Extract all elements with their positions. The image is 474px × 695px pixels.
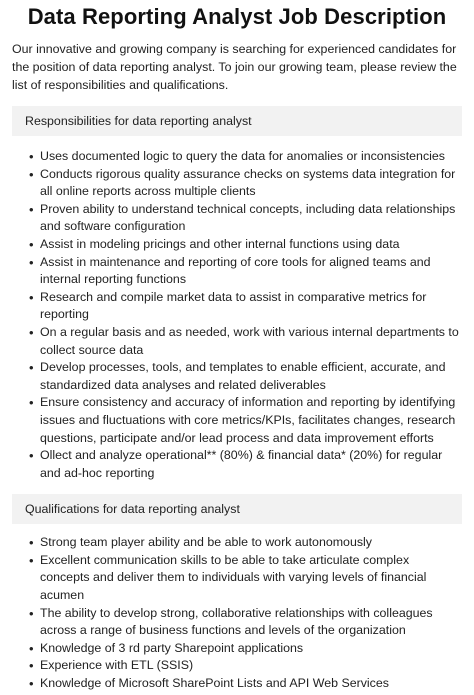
responsibility-item: • Ensure consistency and accuracy of information and reporting by identifying issues and fluctuations with core metrics/KPIs, facilitates changes, research questions, participate and/or lead process and data improvement efforts xyxy=(30,394,462,447)
qualifications-heading: Qualifications for data reporting analyst xyxy=(12,494,462,524)
page-title: Data Reporting Analyst Job Description xyxy=(27,4,447,29)
responsibility-item: • Assist in maintenance and reporting of core tools for aligned teams and internal reporting functions xyxy=(30,254,462,289)
responsibility-item: • Uses documented logic to query the data for anomalies or inconsistencies xyxy=(30,148,462,166)
responsibility-item: • Ollect and analyze operational** (80%) & financial data* (20%) for regular and ad-hoc reporting xyxy=(30,447,462,482)
qualification-item: • Strong team player ability and be able to work autonomously xyxy=(30,534,462,552)
intro-paragraph: Our innovative and growing company is searching for experienced candidates for the position of data reporting analyst. To join our growing team, please review the list of responsibilities and qualifications. xyxy=(12,42,457,92)
responsibility-item: • Research and compile market data to assist in comparative metrics for reporting xyxy=(30,289,462,324)
responsibilities-section xyxy=(12,106,462,482)
qualification-item: • Excellent communication skills to be able to take articulate complex concepts and deliver them to individuals with varying levels of financial acumen xyxy=(30,552,462,605)
responsibility-item: • Proven ability to understand technical concepts, including data relationships and software configuration xyxy=(30,201,462,236)
qualification-item: • Knowledge of 3 rd party Sharepoint applications xyxy=(30,640,462,658)
responsibility-item: • On a regular basis and as needed, work with various internal departments to collect source data xyxy=(30,324,462,359)
qualification-item: • The ability to develop strong, collaborative relationships with colleagues across a range of business functions and levels of the organization xyxy=(30,605,462,640)
responsibilities-heading: Responsibilities for data reporting analyst xyxy=(12,106,462,136)
qualification-item: • Experience with ETL (SSIS) xyxy=(30,657,462,675)
responsibilities-list xyxy=(12,148,462,482)
responsibility-item: • Assist in modeling pricings and other internal functions using data xyxy=(30,236,462,254)
qualification-item: • Knowledge of Microsoft SharePoint Lists and API Web Services xyxy=(30,675,462,693)
responsibility-item: • Conducts rigorous quality assurance checks on systems data integration for all online reports across multiple clients xyxy=(30,166,462,201)
qualifications-list xyxy=(12,534,462,692)
qualifications-section xyxy=(12,494,462,692)
responsibility-item: • Develop processes, tools, and templates to enable efficient, accurate, and standardized data analyses and related deliverables xyxy=(30,359,462,394)
